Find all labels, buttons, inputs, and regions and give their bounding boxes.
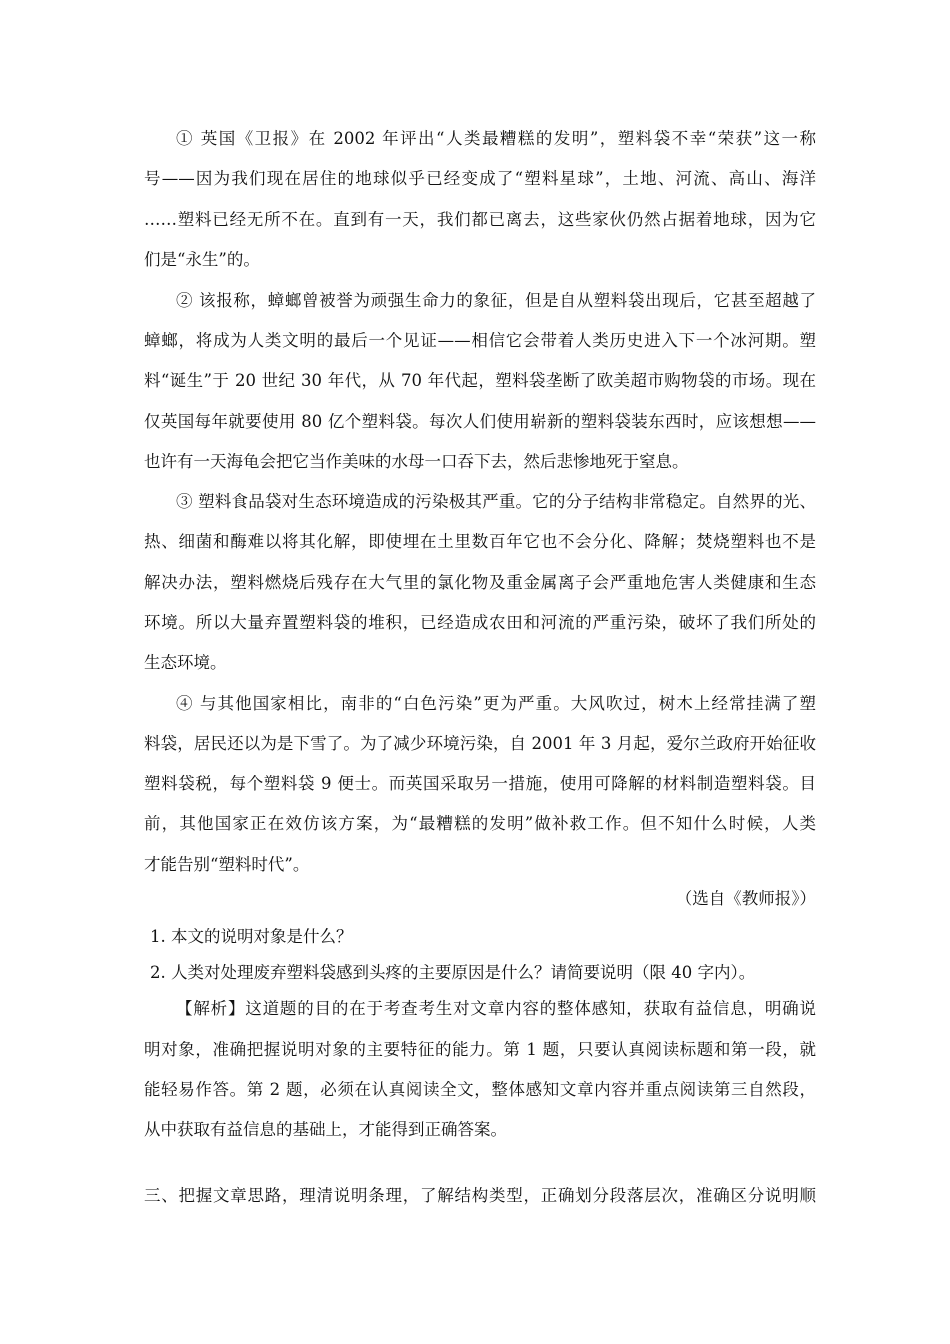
paragraph-3-line: ③ 塑料食品袋对生态环境造成的污染极其严重。它的分子结构非常稳定。自然界的光、 bbox=[176, 492, 816, 511]
paragraph-4-line: ④ 与其他国家相比，南非的“白色污染”更为严重。大风吹过，树木上经常挂满了塑 bbox=[176, 694, 816, 713]
paragraph-1-line: ① 英国《卫报》在 2002 年评出“人类最糟糕的发明”，塑料袋不幸“荣获”这一称 bbox=[176, 129, 816, 148]
paragraph-3-line: 生态环境。 bbox=[144, 653, 227, 672]
paragraph-3-line: 热、细菌和酶难以将其化解，即使埋在土里数百年它也不会分化、降解；焚烧塑料也不是 bbox=[144, 532, 816, 551]
paragraph-4-line: 料袋，居民还以为是下雪了。为了减少环境污染，自 2001 年 3 月起，爱尔兰政府开始征收 bbox=[144, 734, 816, 753]
paragraph-2-line: 蟑螂，将成为人类文明的最后一个见证——相信它会带着人类历史进入下一个冰河期。塑 bbox=[144, 331, 816, 350]
paragraph-1-line: 号——因为我们现在居住的地球似乎已经变成了“塑料星球”，土地、河流、高山、海洋 bbox=[144, 169, 816, 188]
source-citation: （选自《教师报》） bbox=[675, 889, 816, 908]
analysis-line: 能轻易作答。第 2 题，必须在认真阅读全文，整体感知文章内容并重点阅读第三自然段， bbox=[144, 1080, 816, 1099]
paragraph-2-line: 料“诞生”于 20 世纪 30 年代，从 70 年代起，塑料袋垄断了欧美超市购物袋的市场。现在 bbox=[144, 371, 816, 390]
paragraph-2-line: 也许有一天海龟会把它当作美味的水母一口吞下去，然后悲惨地死于窒息。 bbox=[144, 452, 689, 471]
section-3-heading: 三、把握文章思路，理清说明条理，了解结构类型，正确划分段落层次，准确区分说明顺 bbox=[144, 1186, 816, 1205]
analysis-line: 明对象，准确把握说明对象的主要特征的能力。第 1 题，只要认真阅读标题和第一段，就 bbox=[144, 1040, 816, 1059]
paragraph-2-line: ② 该报称，蟑螂曾被誉为顽强生命力的象征，但是自从塑料袋出现后，它甚至超越了 bbox=[176, 291, 816, 310]
paragraph-2-line: 仅英国每年就要使用 80 亿个塑料袋。每次人们使用崭新的塑料袋装东西时，应该想想—— bbox=[144, 412, 816, 431]
paragraph-3-line: 解决办法，塑料燃烧后残存在大气里的氯化物及重金属离子会严重地危害人类健康和生态 bbox=[144, 573, 816, 592]
question-2: 2. 人类对处理废弃塑料袋感到头疼的主要原因是什么？请简要说明（限 40 字内）。 bbox=[150, 963, 756, 982]
paragraph-4-line: 才能告别“塑料时代”。 bbox=[144, 855, 310, 874]
paragraph-3-line: 环境。所以大量弃置塑料袋的堆积，已经造成农田和河流的严重污染，破坏了我们所处的 bbox=[144, 613, 816, 632]
paragraph-4-line: 前，其他国家正在效仿该方案，为“最糟糕的发明”做补救工作。但不知什么时候，人类 bbox=[144, 814, 816, 833]
analysis-line: 从中获取有益信息的基础上，才能得到正确答案。 bbox=[144, 1120, 507, 1139]
question-1: 1. 本文的说明对象是什么？ bbox=[150, 927, 353, 946]
paragraph-1-line: ……塑料已经无所不在。直到有一天，我们都已离去，这些家伙仍然占据着地球，因为它 bbox=[144, 210, 816, 229]
paragraph-4-line: 塑料袋税，每个塑料袋 9 便士。而英国采取另一措施，使用可降解的材料制造塑料袋。目 bbox=[144, 774, 816, 793]
analysis-line: 【解析】这道题的目的在于考查考生对文章内容的整体感知，获取有益信息，明确说 bbox=[176, 999, 816, 1018]
paragraph-1-line: 们是“永生”的。 bbox=[144, 250, 260, 269]
